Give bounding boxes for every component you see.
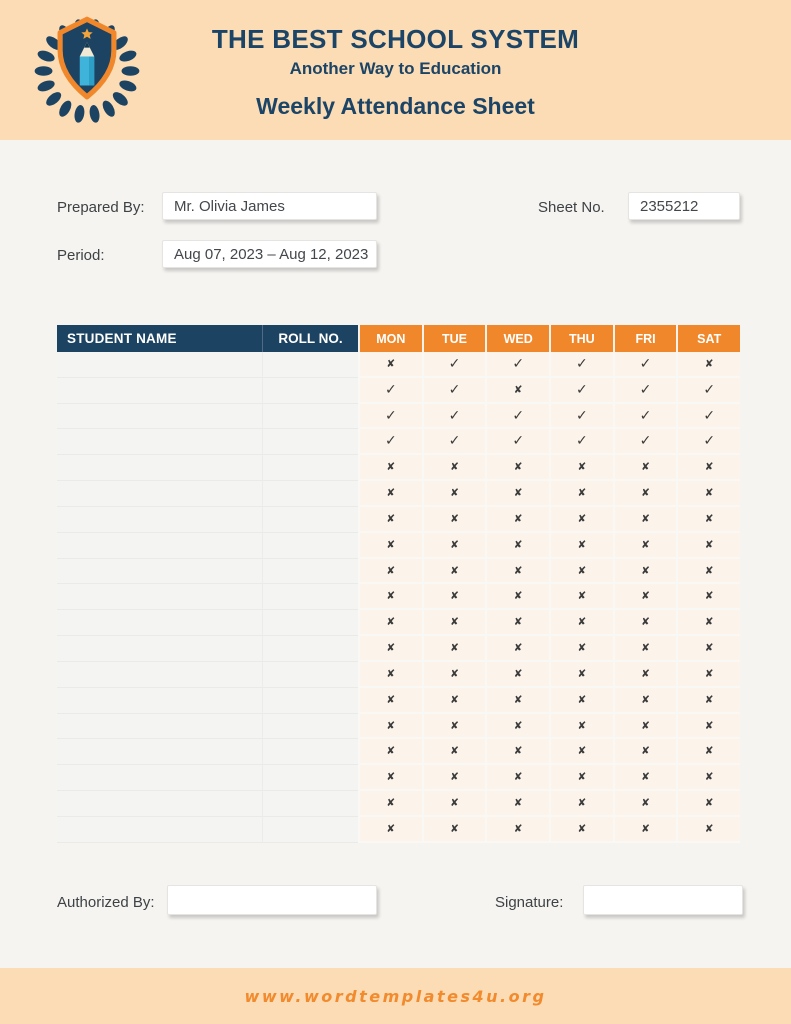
attendance-mark-absent[interactable]: ✘ (422, 791, 486, 817)
student-name-cell[interactable] (57, 352, 262, 378)
roll-no-cell[interactable] (262, 688, 358, 714)
attendance-mark-present[interactable]: ✓ (422, 429, 486, 455)
signature-input[interactable] (583, 885, 743, 915)
attendance-mark-absent[interactable]: ✘ (358, 688, 422, 714)
signature-label: Signature: (495, 894, 564, 911)
attendance-mark-absent[interactable]: ✘ (549, 714, 613, 740)
attendance-mark-absent[interactable]: ✘ (358, 636, 422, 662)
table-header-row (57, 325, 740, 352)
column-header-mon: MON (358, 325, 422, 352)
attendance-mark-absent[interactable]: ✘ (422, 584, 486, 610)
attendance-mark-absent[interactable]: ✘ (358, 817, 422, 843)
attendance-mark-absent[interactable]: ✘ (613, 739, 677, 765)
attendance-mark-absent[interactable]: ✘ (422, 765, 486, 791)
attendance-mark-present[interactable]: ✓ (613, 352, 677, 378)
roll-no-cell[interactable] (262, 429, 358, 455)
attendance-mark-absent[interactable]: ✘ (422, 739, 486, 765)
student-name-cell[interactable] (57, 688, 262, 714)
attendance-mark-absent[interactable]: ✘ (676, 352, 740, 378)
attendance-mark-absent[interactable]: ✘ (358, 662, 422, 688)
table-row (57, 533, 740, 559)
student-name-cell[interactable] (57, 455, 262, 481)
roll-no-cell[interactable] (262, 455, 358, 481)
attendance-mark-absent[interactable]: ✘ (676, 714, 740, 740)
attendance-mark-absent[interactable]: ✘ (422, 533, 486, 559)
attendance-mark-present[interactable]: ✓ (358, 429, 422, 455)
attendance-mark-absent[interactable]: ✘ (485, 662, 549, 688)
table-row (57, 765, 740, 791)
attendance-mark-absent[interactable]: ✘ (422, 636, 486, 662)
attendance-mark-absent[interactable]: ✘ (358, 352, 422, 378)
footer-website-link[interactable]: www.wordtemplates4u.org (244, 986, 547, 1006)
column-header-thu: THU (549, 325, 613, 352)
roll-no-cell[interactable] (262, 610, 358, 636)
attendance-mark-absent[interactable]: ✘ (485, 636, 549, 662)
student-name-cell[interactable] (57, 662, 262, 688)
attendance-mark-absent[interactable]: ✘ (613, 688, 677, 714)
column-header-fri: FRI (613, 325, 677, 352)
attendance-mark-absent[interactable]: ✘ (676, 636, 740, 662)
attendance-mark-present[interactable]: ✓ (485, 352, 549, 378)
attendance-mark-absent[interactable]: ✘ (549, 533, 613, 559)
table-row (57, 791, 740, 817)
attendance-mark-absent[interactable]: ✘ (358, 791, 422, 817)
attendance-mark-present[interactable]: ✓ (485, 404, 549, 430)
attendance-mark-absent[interactable]: ✘ (358, 714, 422, 740)
attendance-mark-absent[interactable]: ✘ (358, 584, 422, 610)
attendance-mark-absent[interactable]: ✘ (358, 559, 422, 585)
attendance-mark-absent[interactable]: ✘ (549, 688, 613, 714)
attendance-mark-present[interactable]: ✓ (358, 378, 422, 404)
attendance-table (57, 325, 740, 843)
student-name-cell[interactable] (57, 481, 262, 507)
attendance-mark-absent[interactable]: ✘ (358, 533, 422, 559)
attendance-mark-absent[interactable]: ✘ (485, 455, 549, 481)
table-row (57, 352, 740, 378)
student-name-cell[interactable] (57, 404, 262, 430)
attendance-mark-absent[interactable]: ✘ (613, 481, 677, 507)
attendance-mark-absent[interactable]: ✘ (485, 507, 549, 533)
table-row (57, 610, 740, 636)
table-row (57, 817, 740, 843)
attendance-mark-absent[interactable]: ✘ (422, 455, 486, 481)
table-row (57, 662, 740, 688)
attendance-mark-absent[interactable]: ✘ (613, 791, 677, 817)
table-row (57, 507, 740, 533)
roll-no-cell[interactable] (262, 714, 358, 740)
attendance-mark-absent[interactable]: ✘ (485, 817, 549, 843)
attendance-mark-present[interactable]: ✓ (422, 404, 486, 430)
attendance-mark-absent[interactable]: ✘ (358, 739, 422, 765)
student-name-cell[interactable] (57, 791, 262, 817)
attendance-mark-absent[interactable]: ✘ (485, 378, 549, 404)
table-row (57, 455, 740, 481)
period-input[interactable]: Aug 07, 2023 – Aug 12, 2023 (162, 240, 377, 268)
roll-no-cell[interactable] (262, 791, 358, 817)
table-body (57, 352, 740, 843)
student-name-cell[interactable] (57, 714, 262, 740)
attendance-mark-present[interactable]: ✓ (549, 378, 613, 404)
attendance-mark-absent[interactable]: ✘ (549, 481, 613, 507)
attendance-mark-absent[interactable]: ✘ (676, 739, 740, 765)
school-name: THE BEST SCHOOL SYSTEM (211, 24, 580, 54)
attendance-mark-present[interactable]: ✓ (549, 404, 613, 430)
attendance-mark-present[interactable]: ✓ (549, 352, 613, 378)
attendance-mark-absent[interactable]: ✘ (485, 559, 549, 585)
attendance-mark-present[interactable]: ✓ (358, 404, 422, 430)
attendance-mark-absent[interactable]: ✘ (613, 610, 677, 636)
attendance-mark-absent[interactable]: ✘ (613, 714, 677, 740)
student-name-cell[interactable] (57, 559, 262, 585)
attendance-mark-absent[interactable]: ✘ (358, 481, 422, 507)
attendance-mark-present[interactable]: ✓ (613, 429, 677, 455)
student-name-cell[interactable] (57, 584, 262, 610)
attendance-mark-absent[interactable]: ✘ (485, 481, 549, 507)
student-name-cell[interactable] (57, 739, 262, 765)
attendance-mark-present[interactable]: ✓ (676, 429, 740, 455)
period-label: Period: (57, 247, 105, 264)
attendance-mark-absent[interactable]: ✘ (422, 817, 486, 843)
attendance-mark-absent[interactable]: ✘ (422, 559, 486, 585)
attendance-mark-absent[interactable]: ✘ (549, 739, 613, 765)
roll-no-cell[interactable] (262, 507, 358, 533)
attendance-mark-absent[interactable]: ✘ (549, 765, 613, 791)
student-name-cell[interactable] (57, 817, 262, 843)
attendance-mark-absent[interactable]: ✘ (676, 817, 740, 843)
attendance-mark-absent[interactable]: ✘ (485, 533, 549, 559)
roll-no-cell[interactable] (262, 533, 358, 559)
attendance-mark-absent[interactable]: ✘ (485, 584, 549, 610)
roll-no-cell[interactable] (262, 765, 358, 791)
roll-no-cell[interactable] (262, 378, 358, 404)
attendance-mark-absent[interactable]: ✘ (422, 714, 486, 740)
attendance-mark-absent[interactable]: ✘ (613, 584, 677, 610)
student-name-cell[interactable] (57, 378, 262, 404)
attendance-mark-absent[interactable]: ✘ (358, 507, 422, 533)
sheet-no-input[interactable]: 2355212 (628, 192, 740, 220)
attendance-mark-absent[interactable]: ✘ (676, 765, 740, 791)
authorized-by-label: Authorized By: (57, 894, 155, 911)
table-row (57, 714, 740, 740)
table-row (57, 636, 740, 662)
attendance-mark-absent[interactable]: ✘ (549, 662, 613, 688)
attendance-mark-absent[interactable]: ✘ (613, 817, 677, 843)
attendance-mark-absent[interactable]: ✘ (358, 455, 422, 481)
attendance-mark-absent[interactable]: ✘ (422, 610, 486, 636)
table-row (57, 429, 740, 455)
attendance-mark-absent[interactable]: ✘ (613, 636, 677, 662)
attendance-mark-absent[interactable]: ✘ (676, 507, 740, 533)
table-row (57, 404, 740, 430)
attendance-mark-absent[interactable]: ✘ (549, 584, 613, 610)
attendance-mark-absent[interactable]: ✘ (676, 688, 740, 714)
authorized-by-input[interactable] (167, 885, 377, 915)
attendance-mark-absent[interactable]: ✘ (422, 481, 486, 507)
attendance-mark-absent[interactable]: ✘ (358, 765, 422, 791)
header-titles (0, 0, 791, 140)
attendance-mark-absent[interactable]: ✘ (549, 559, 613, 585)
attendance-mark-absent[interactable]: ✘ (549, 791, 613, 817)
table-row (57, 739, 740, 765)
column-header-tue: TUE (422, 325, 486, 352)
attendance-mark-absent[interactable]: ✘ (358, 610, 422, 636)
attendance-mark-absent[interactable]: ✘ (676, 481, 740, 507)
attendance-mark-absent[interactable]: ✘ (485, 739, 549, 765)
student-name-cell[interactable] (57, 507, 262, 533)
student-name-cell[interactable] (57, 429, 262, 455)
school-tagline: Another Way to Education (289, 59, 502, 78)
column-header-student-name: STUDENT NAME (57, 325, 262, 352)
attendance-mark-absent[interactable]: ✘ (549, 507, 613, 533)
attendance-mark-absent[interactable]: ✘ (613, 662, 677, 688)
roll-no-cell[interactable] (262, 739, 358, 765)
attendance-mark-present[interactable]: ✓ (676, 378, 740, 404)
attendance-mark-absent[interactable]: ✘ (422, 662, 486, 688)
attendance-mark-present[interactable]: ✓ (613, 404, 677, 430)
attendance-mark-absent[interactable]: ✘ (613, 765, 677, 791)
prepared-by-input[interactable]: Mr. Olivia James (162, 192, 377, 220)
table-row (57, 559, 740, 585)
attendance-mark-absent[interactable]: ✘ (613, 507, 677, 533)
roll-no-cell[interactable] (262, 817, 358, 843)
attendance-mark-present[interactable]: ✓ (422, 378, 486, 404)
sheet-no-label: Sheet No. (538, 199, 605, 216)
student-name-cell[interactable] (57, 765, 262, 791)
attendance-mark-absent[interactable]: ✘ (485, 765, 549, 791)
attendance-mark-absent[interactable]: ✘ (485, 610, 549, 636)
attendance-mark-absent[interactable]: ✘ (549, 455, 613, 481)
roll-no-cell[interactable] (262, 584, 358, 610)
attendance-mark-present[interactable]: ✓ (549, 429, 613, 455)
attendance-mark-absent[interactable]: ✘ (676, 791, 740, 817)
attendance-mark-present[interactable]: ✓ (422, 352, 486, 378)
attendance-mark-absent[interactable]: ✘ (613, 533, 677, 559)
column-header-roll-no: ROLL NO. (262, 325, 358, 352)
roll-no-cell[interactable] (262, 481, 358, 507)
page-title: Weekly Attendance Sheet (256, 93, 535, 119)
table-row (57, 481, 740, 507)
footer-band (0, 968, 791, 1024)
attendance-mark-absent[interactable]: ✘ (676, 533, 740, 559)
attendance-mark-absent[interactable]: ✘ (613, 455, 677, 481)
table-row (57, 688, 740, 714)
attendance-mark-absent[interactable]: ✘ (485, 688, 549, 714)
table-row (57, 378, 740, 404)
attendance-mark-absent[interactable]: ✘ (676, 559, 740, 585)
student-name-cell[interactable] (57, 610, 262, 636)
table-row (57, 584, 740, 610)
attendance-mark-absent[interactable]: ✘ (549, 610, 613, 636)
prepared-by-label: Prepared By: (57, 199, 145, 216)
attendance-mark-absent[interactable]: ✘ (613, 559, 677, 585)
attendance-mark-absent[interactable]: ✘ (676, 584, 740, 610)
attendance-mark-present[interactable]: ✓ (676, 404, 740, 430)
attendance-mark-absent[interactable]: ✘ (422, 507, 486, 533)
attendance-mark-absent[interactable]: ✘ (422, 688, 486, 714)
attendance-mark-absent[interactable]: ✘ (485, 714, 549, 740)
attendance-mark-absent[interactable]: ✘ (549, 636, 613, 662)
attendance-mark-present[interactable]: ✓ (613, 378, 677, 404)
roll-no-cell[interactable] (262, 662, 358, 688)
student-name-cell[interactable] (57, 636, 262, 662)
roll-no-cell[interactable] (262, 636, 358, 662)
roll-no-cell[interactable] (262, 352, 358, 378)
student-name-cell[interactable] (57, 533, 262, 559)
attendance-mark-absent[interactable]: ✘ (676, 455, 740, 481)
column-header-sat: SAT (676, 325, 740, 352)
attendance-mark-absent[interactable]: ✘ (549, 817, 613, 843)
roll-no-cell[interactable] (262, 559, 358, 585)
attendance-mark-absent[interactable]: ✘ (676, 662, 740, 688)
roll-no-cell[interactable] (262, 404, 358, 430)
attendance-mark-absent[interactable]: ✘ (485, 791, 549, 817)
attendance-mark-present[interactable]: ✓ (485, 429, 549, 455)
attendance-mark-absent[interactable]: ✘ (676, 610, 740, 636)
column-header-wed: WED (485, 325, 549, 352)
